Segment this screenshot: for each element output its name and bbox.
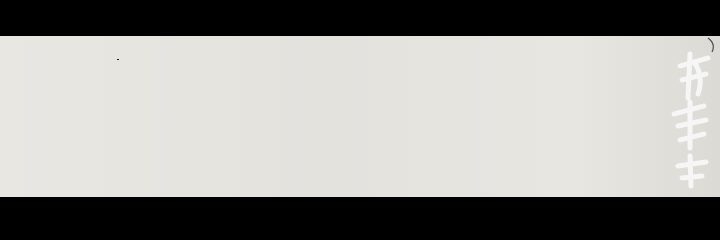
textbook-page — [0, 36, 720, 197]
handwritten-scribble-icon — [660, 36, 720, 197]
pi-over-two-fraction — [117, 59, 119, 60]
wave-equation-line — [116, 44, 120, 60]
